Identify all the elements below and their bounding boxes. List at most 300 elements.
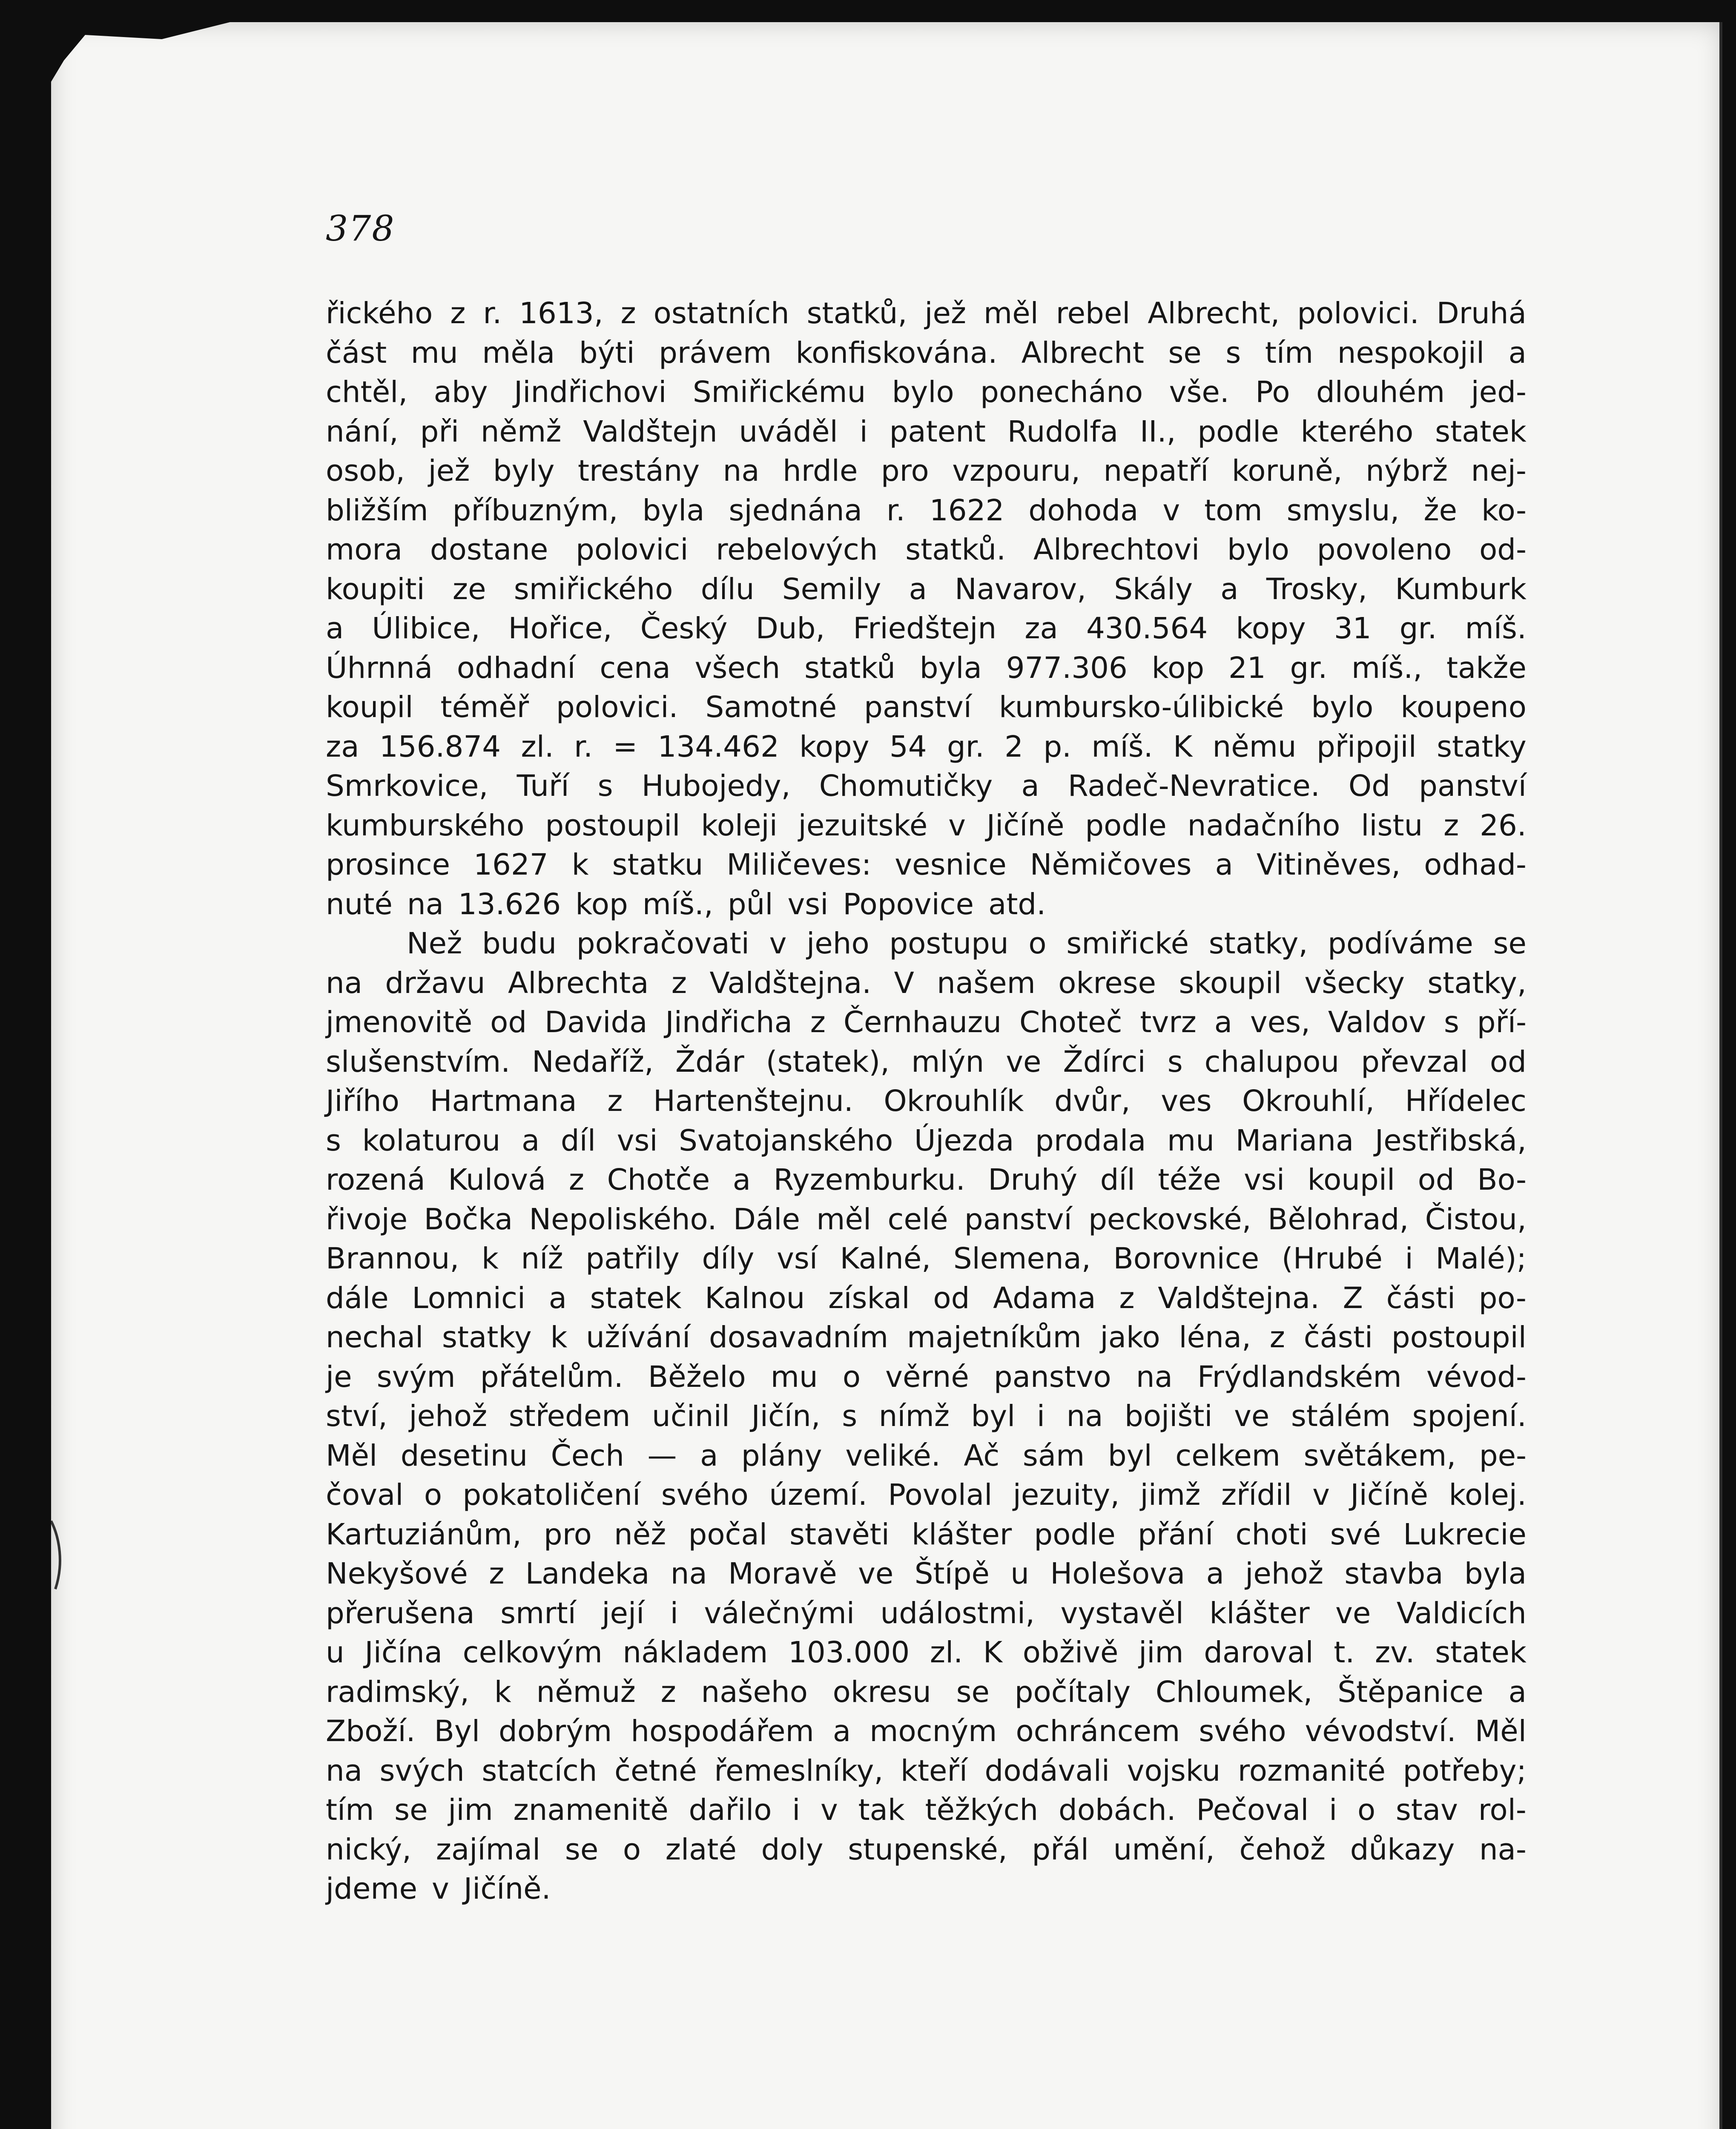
- word: Kulová: [448, 1163, 546, 1197]
- word: téměř: [440, 690, 529, 724]
- word: klášter: [912, 1517, 1012, 1552]
- text-line: [326, 1751, 1527, 1791]
- word: budu: [482, 927, 557, 961]
- word: u: [326, 1635, 344, 1670]
- word: 13.626: [458, 887, 561, 921]
- word: Druhý: [988, 1163, 1078, 1197]
- word: k: [481, 1242, 499, 1276]
- word: přání: [1138, 1517, 1214, 1552]
- word: a: [521, 1123, 540, 1158]
- word: koruně,: [1231, 454, 1343, 488]
- text-line: [326, 1790, 1527, 1830]
- word: důkazy: [1350, 1832, 1455, 1867]
- word: Jiřího: [326, 1084, 400, 1118]
- word: umění,: [1113, 1832, 1215, 1867]
- word: Mariana: [1235, 1123, 1354, 1158]
- word: 26.: [1480, 808, 1527, 843]
- word: připojil: [1316, 729, 1417, 764]
- word: majetníkům: [907, 1320, 1082, 1354]
- word: Jičíně: [986, 808, 1065, 843]
- text-line: [326, 1594, 1527, 1633]
- word: míš.: [1465, 611, 1527, 646]
- text-line: [326, 491, 1527, 531]
- word: od: [1417, 1163, 1455, 1197]
- word: pří-: [1477, 1005, 1527, 1039]
- word: dosavadním: [709, 1320, 889, 1354]
- word: Radeč-Nevratice.: [1067, 769, 1320, 803]
- word: míš.,: [642, 887, 713, 921]
- word: Zboží.: [326, 1714, 416, 1748]
- word: smiřického: [514, 572, 673, 606]
- word: Ždár: [675, 1044, 744, 1079]
- word: Okrouhlí,: [1242, 1084, 1375, 1118]
- word: rebel: [1056, 296, 1131, 330]
- word: přátelům.: [480, 1360, 623, 1394]
- word: němuž: [536, 1675, 636, 1709]
- word: Smrkovice,: [326, 769, 488, 803]
- word: polovici: [576, 533, 689, 567]
- word: všecky: [1304, 966, 1405, 1000]
- word: Trosky,: [1266, 572, 1368, 606]
- word: 977.306: [1006, 651, 1128, 685]
- paragraph: [326, 924, 1527, 1909]
- word: gr.: [1399, 611, 1437, 646]
- word: Valdicích: [1396, 1596, 1527, 1630]
- word: Lukrecie: [1403, 1517, 1527, 1552]
- text-line: [326, 1200, 1527, 1240]
- word: počítaly: [1014, 1675, 1131, 1709]
- word: a: [732, 1163, 751, 1197]
- text-line: [326, 688, 1527, 727]
- word: těžkých: [925, 1793, 1039, 1827]
- word: desetinu: [400, 1438, 528, 1473]
- word: jako: [1100, 1320, 1160, 1354]
- word: byla: [919, 651, 982, 685]
- word: o: [424, 1478, 442, 1512]
- word: takže: [1446, 651, 1527, 685]
- word: polovici.: [556, 690, 678, 724]
- word: a: [1021, 769, 1039, 803]
- text-line: [326, 1633, 1527, 1673]
- word: a: [1220, 572, 1239, 606]
- word: rebelových: [716, 533, 878, 567]
- word: Adama: [993, 1281, 1096, 1315]
- word: ko-: [1481, 493, 1527, 528]
- word: Chotče: [607, 1163, 710, 1197]
- word: Po: [1255, 375, 1290, 409]
- word: II.,: [1139, 414, 1176, 449]
- word: smiřické: [1066, 927, 1189, 961]
- text-line: [326, 1397, 1527, 1436]
- word: celé: [887, 1202, 948, 1237]
- word: zřídil: [1221, 1478, 1292, 1512]
- word: peckovské,: [1088, 1202, 1251, 1237]
- word: zl.: [521, 729, 554, 764]
- text-line: [326, 1357, 1527, 1397]
- word: vsi: [1244, 1163, 1285, 1197]
- text-line: [326, 570, 1527, 609]
- word: jeho: [806, 927, 869, 961]
- word: vzpouru,: [952, 454, 1081, 488]
- word: Borovnice: [1113, 1242, 1260, 1276]
- word: od: [933, 1281, 970, 1315]
- word: jehož: [1245, 1557, 1324, 1591]
- word: jimž: [1140, 1478, 1201, 1512]
- word: statky: [1437, 729, 1527, 764]
- text-line: [326, 885, 1527, 924]
- text-line: [326, 1121, 1527, 1161]
- word: půl: [727, 887, 773, 921]
- word: v: [1312, 1478, 1330, 1512]
- word: jehož: [409, 1399, 488, 1433]
- word: k: [494, 1675, 511, 1709]
- word: koleji: [701, 808, 778, 843]
- word: jež: [428, 454, 470, 488]
- word: i: [670, 1596, 678, 1630]
- word: pe-: [1479, 1438, 1527, 1473]
- word: celkovým: [462, 1635, 603, 1670]
- word: s: [1225, 336, 1241, 370]
- text-line: [326, 1042, 1527, 1082]
- word: dvůr,: [1054, 1084, 1131, 1118]
- word: Jičíně.: [463, 1872, 551, 1906]
- word: zl.: [930, 1635, 963, 1670]
- word: 103.000: [788, 1635, 910, 1670]
- word: r.: [483, 296, 502, 330]
- word: býti: [579, 336, 635, 370]
- word: Lomnici: [412, 1281, 526, 1315]
- word: Malé);: [1435, 1242, 1527, 1276]
- word: z: [1443, 808, 1459, 843]
- word: Smiřickému: [692, 375, 866, 409]
- text-line: [326, 1279, 1527, 1318]
- word: světákem,: [1303, 1438, 1456, 1473]
- text-line: [326, 609, 1527, 648]
- word: (statek),: [766, 1044, 890, 1079]
- word: Měl: [326, 1438, 378, 1473]
- word: za: [326, 729, 359, 764]
- word: získal: [828, 1281, 910, 1315]
- word: osob,: [326, 454, 405, 488]
- word: měl: [816, 1202, 872, 1237]
- word: kopy: [799, 729, 869, 764]
- word: povoleno: [1317, 533, 1452, 567]
- word: koupil: [326, 690, 413, 724]
- word: byly: [493, 454, 555, 488]
- word: ve: [1006, 1044, 1042, 1079]
- word: nání,: [326, 414, 399, 449]
- word: kolaturou: [362, 1123, 501, 1158]
- word: o: [1028, 927, 1047, 961]
- word: k: [550, 1320, 568, 1354]
- word: panství: [1419, 769, 1527, 803]
- word: jezuity,: [1013, 1478, 1120, 1512]
- word: dostane: [430, 533, 548, 567]
- word: =: [613, 729, 638, 764]
- word: ze: [452, 572, 486, 606]
- word: mora: [326, 533, 403, 567]
- word: léna,: [1179, 1320, 1251, 1354]
- word: byla: [1464, 1557, 1527, 1591]
- word: dobách.: [1058, 1793, 1176, 1827]
- word: Bočka: [424, 1202, 513, 1237]
- word: nákladem: [623, 1635, 768, 1670]
- word: celkem: [1175, 1438, 1281, 1473]
- word: Vitiněves,: [1256, 848, 1401, 882]
- word: Rudolfa: [1007, 414, 1119, 449]
- word: díl: [560, 1123, 596, 1158]
- word: Český: [640, 611, 728, 646]
- word: Úlibice,: [372, 611, 480, 646]
- word: 21: [1228, 651, 1266, 685]
- word: přál: [1032, 1832, 1089, 1867]
- word: smyslu,: [1286, 493, 1400, 528]
- word: dařilo: [689, 1793, 772, 1827]
- word: bylo: [1311, 690, 1374, 724]
- word: jež: [924, 296, 967, 330]
- word: část: [326, 336, 387, 370]
- word: statků: [804, 651, 896, 685]
- word: statky,: [1427, 966, 1527, 1000]
- word: Frýdlandském: [1197, 1360, 1402, 1394]
- word: t.: [1334, 1635, 1355, 1670]
- word: Ždírci: [1063, 1044, 1146, 1079]
- word: v: [432, 1872, 449, 1906]
- text-line: [326, 845, 1527, 885]
- word: hospodářem: [631, 1714, 814, 1748]
- word: 54: [889, 729, 927, 764]
- text-line: [326, 412, 1527, 452]
- word: Měl: [1475, 1714, 1527, 1748]
- word: Kumburk: [1395, 572, 1527, 606]
- word: 156.874: [379, 729, 501, 764]
- word: 31: [1334, 611, 1372, 646]
- word: Chomutičky: [819, 769, 993, 803]
- word: tím: [326, 1793, 374, 1827]
- word: za: [1024, 611, 1058, 646]
- word: Ryzemburku.: [773, 1163, 965, 1197]
- word: Valdštejna.: [1158, 1281, 1320, 1315]
- word: kolej.: [1449, 1478, 1527, 1512]
- word: bylo: [1227, 533, 1289, 567]
- word: Jičína: [364, 1635, 443, 1670]
- word: při: [420, 414, 459, 449]
- word: z: [489, 1557, 505, 1591]
- word: míš.,: [1351, 651, 1423, 685]
- word: r.: [886, 493, 905, 528]
- word: stav: [1395, 1793, 1458, 1827]
- text-line: [326, 1515, 1527, 1555]
- text-line: [326, 294, 1527, 333]
- paragraph: [326, 294, 1527, 924]
- word: Samotné: [705, 690, 837, 724]
- word: nýbrž: [1366, 454, 1448, 488]
- word: postupu: [889, 927, 1009, 961]
- word: řického: [326, 296, 433, 330]
- word: Ač: [964, 1438, 1000, 1473]
- word: je: [326, 1360, 352, 1394]
- word: podle: [1034, 1517, 1116, 1552]
- word: své: [1330, 1517, 1381, 1552]
- word: skoupil: [1179, 966, 1282, 1000]
- word: části: [1386, 1281, 1456, 1315]
- word: 2: [1004, 729, 1023, 764]
- word: ve: [858, 1557, 894, 1591]
- text-line: [326, 1082, 1527, 1121]
- word: od-: [1479, 533, 1527, 567]
- word: kop: [1151, 651, 1205, 685]
- word: na: [1066, 1399, 1103, 1433]
- word: znamenitě: [513, 1793, 669, 1827]
- word: daroval: [1204, 1635, 1314, 1670]
- word: doly: [761, 1832, 824, 1867]
- word: válečnými: [704, 1596, 855, 1630]
- word: na: [723, 454, 760, 488]
- word: slušenstvím.: [326, 1044, 511, 1079]
- word: ve: [1335, 1596, 1371, 1630]
- word: z: [1269, 1320, 1285, 1354]
- word: a: [1214, 1005, 1233, 1039]
- page-number: 378: [326, 209, 395, 249]
- word: na: [326, 966, 363, 1000]
- text-line: [326, 1160, 1527, 1200]
- word: že: [1423, 493, 1458, 528]
- word: okresu: [832, 1675, 931, 1709]
- text-line: [326, 1436, 1527, 1476]
- word: Dále: [733, 1202, 800, 1237]
- word: z: [660, 1675, 676, 1709]
- word: Moravě: [728, 1557, 837, 1591]
- word: bojišti: [1125, 1399, 1213, 1433]
- word: Albrecht,: [1148, 296, 1280, 330]
- word: tím: [1265, 336, 1314, 370]
- word: nepatří: [1103, 454, 1209, 488]
- word: listu: [1361, 808, 1423, 843]
- word: atd.: [988, 887, 1046, 921]
- word: vše.: [1169, 375, 1229, 409]
- word: podle: [1197, 414, 1279, 449]
- word: na: [407, 887, 444, 921]
- word: Nekyšové: [326, 1557, 468, 1591]
- word: Černhauzu: [843, 1005, 1002, 1039]
- word: ves: [1161, 1084, 1212, 1118]
- word: pro: [881, 454, 929, 488]
- word: prodala: [1035, 1123, 1146, 1158]
- word: a: [1508, 336, 1527, 370]
- word: z: [607, 1084, 623, 1118]
- word: pokatoličení: [462, 1478, 641, 1512]
- word: Friedštejn: [853, 611, 997, 646]
- word: Němičoves: [1030, 848, 1192, 882]
- word: Čistou,: [1425, 1202, 1527, 1237]
- word: zv.: [1374, 1635, 1415, 1670]
- word: Nedaříž,: [532, 1044, 654, 1079]
- word: sjednána: [729, 493, 862, 528]
- word: gr.: [947, 729, 984, 764]
- word: a: [548, 1281, 567, 1315]
- word: statek: [1435, 414, 1527, 449]
- text-line: [326, 806, 1527, 846]
- word: (Hrubé: [1281, 1242, 1383, 1276]
- word: statky: [442, 1320, 532, 1354]
- word: i: [859, 414, 868, 449]
- word: s: [597, 769, 613, 803]
- word: K: [983, 1635, 1003, 1670]
- word: přerušena: [326, 1596, 475, 1630]
- word: ves,: [1250, 1005, 1311, 1039]
- word: dohoda: [1028, 493, 1139, 528]
- word: dlouhém: [1316, 375, 1445, 409]
- word: K: [1173, 729, 1193, 764]
- word: mlýn: [911, 1044, 984, 1079]
- word: z: [1119, 1281, 1135, 1315]
- word: z: [620, 296, 636, 330]
- word: veliké.: [845, 1438, 941, 1473]
- word: tvrz: [1140, 1005, 1197, 1039]
- word: nický,: [326, 1832, 412, 1867]
- word: dále: [326, 1281, 389, 1315]
- word: a: [326, 611, 344, 646]
- word: Chloumek,: [1155, 1675, 1313, 1709]
- word: míš.: [1091, 729, 1153, 764]
- word: cena: [600, 651, 671, 685]
- word: nechal: [326, 1320, 424, 1354]
- word: nadačního: [1187, 808, 1340, 843]
- word: kteří: [900, 1753, 967, 1788]
- word: nej-: [1471, 454, 1527, 488]
- word: obživě: [1022, 1635, 1119, 1670]
- word: nímž: [878, 1399, 950, 1433]
- word: 1627: [473, 848, 548, 882]
- word: stavěti: [789, 1517, 890, 1552]
- text-line: [326, 530, 1527, 570]
- word: z: [810, 1005, 826, 1039]
- word: jmenovitě: [326, 1005, 473, 1039]
- word: Davida: [545, 1005, 648, 1039]
- word: stupenské,: [848, 1832, 1007, 1867]
- word: Tuří: [516, 769, 569, 803]
- word: Jičíně: [1350, 1478, 1429, 1512]
- word: jezuitské: [798, 808, 928, 843]
- text-line: [326, 1003, 1527, 1042]
- word: V: [894, 966, 914, 1000]
- word: statků,: [806, 296, 907, 330]
- word: Kartuziánům,: [326, 1517, 522, 1552]
- word: postoupil: [545, 808, 680, 843]
- text-line: [326, 924, 1527, 964]
- word: z: [671, 966, 687, 1000]
- word: Jestřibská,: [1374, 1123, 1527, 1158]
- word: a: [832, 1714, 851, 1748]
- word: Kalné,: [840, 1242, 931, 1276]
- word: v: [821, 1793, 838, 1827]
- word: Kalnou: [705, 1281, 805, 1315]
- word: državu: [385, 966, 485, 1000]
- word: němu: [1212, 729, 1297, 764]
- word: o: [1357, 1793, 1376, 1827]
- word: trestány: [577, 454, 700, 488]
- word: příbuzným,: [452, 493, 618, 528]
- word: gr.: [1290, 651, 1328, 685]
- word: u: [1010, 1557, 1030, 1591]
- word: konfiskována.: [795, 336, 998, 370]
- word: čehož: [1239, 1832, 1326, 1867]
- word: Dub,: [755, 611, 825, 646]
- word: kterého: [1300, 414, 1414, 449]
- word: vystavěl: [1060, 1596, 1184, 1630]
- word: statku: [612, 848, 703, 882]
- word: svého: [1199, 1714, 1286, 1748]
